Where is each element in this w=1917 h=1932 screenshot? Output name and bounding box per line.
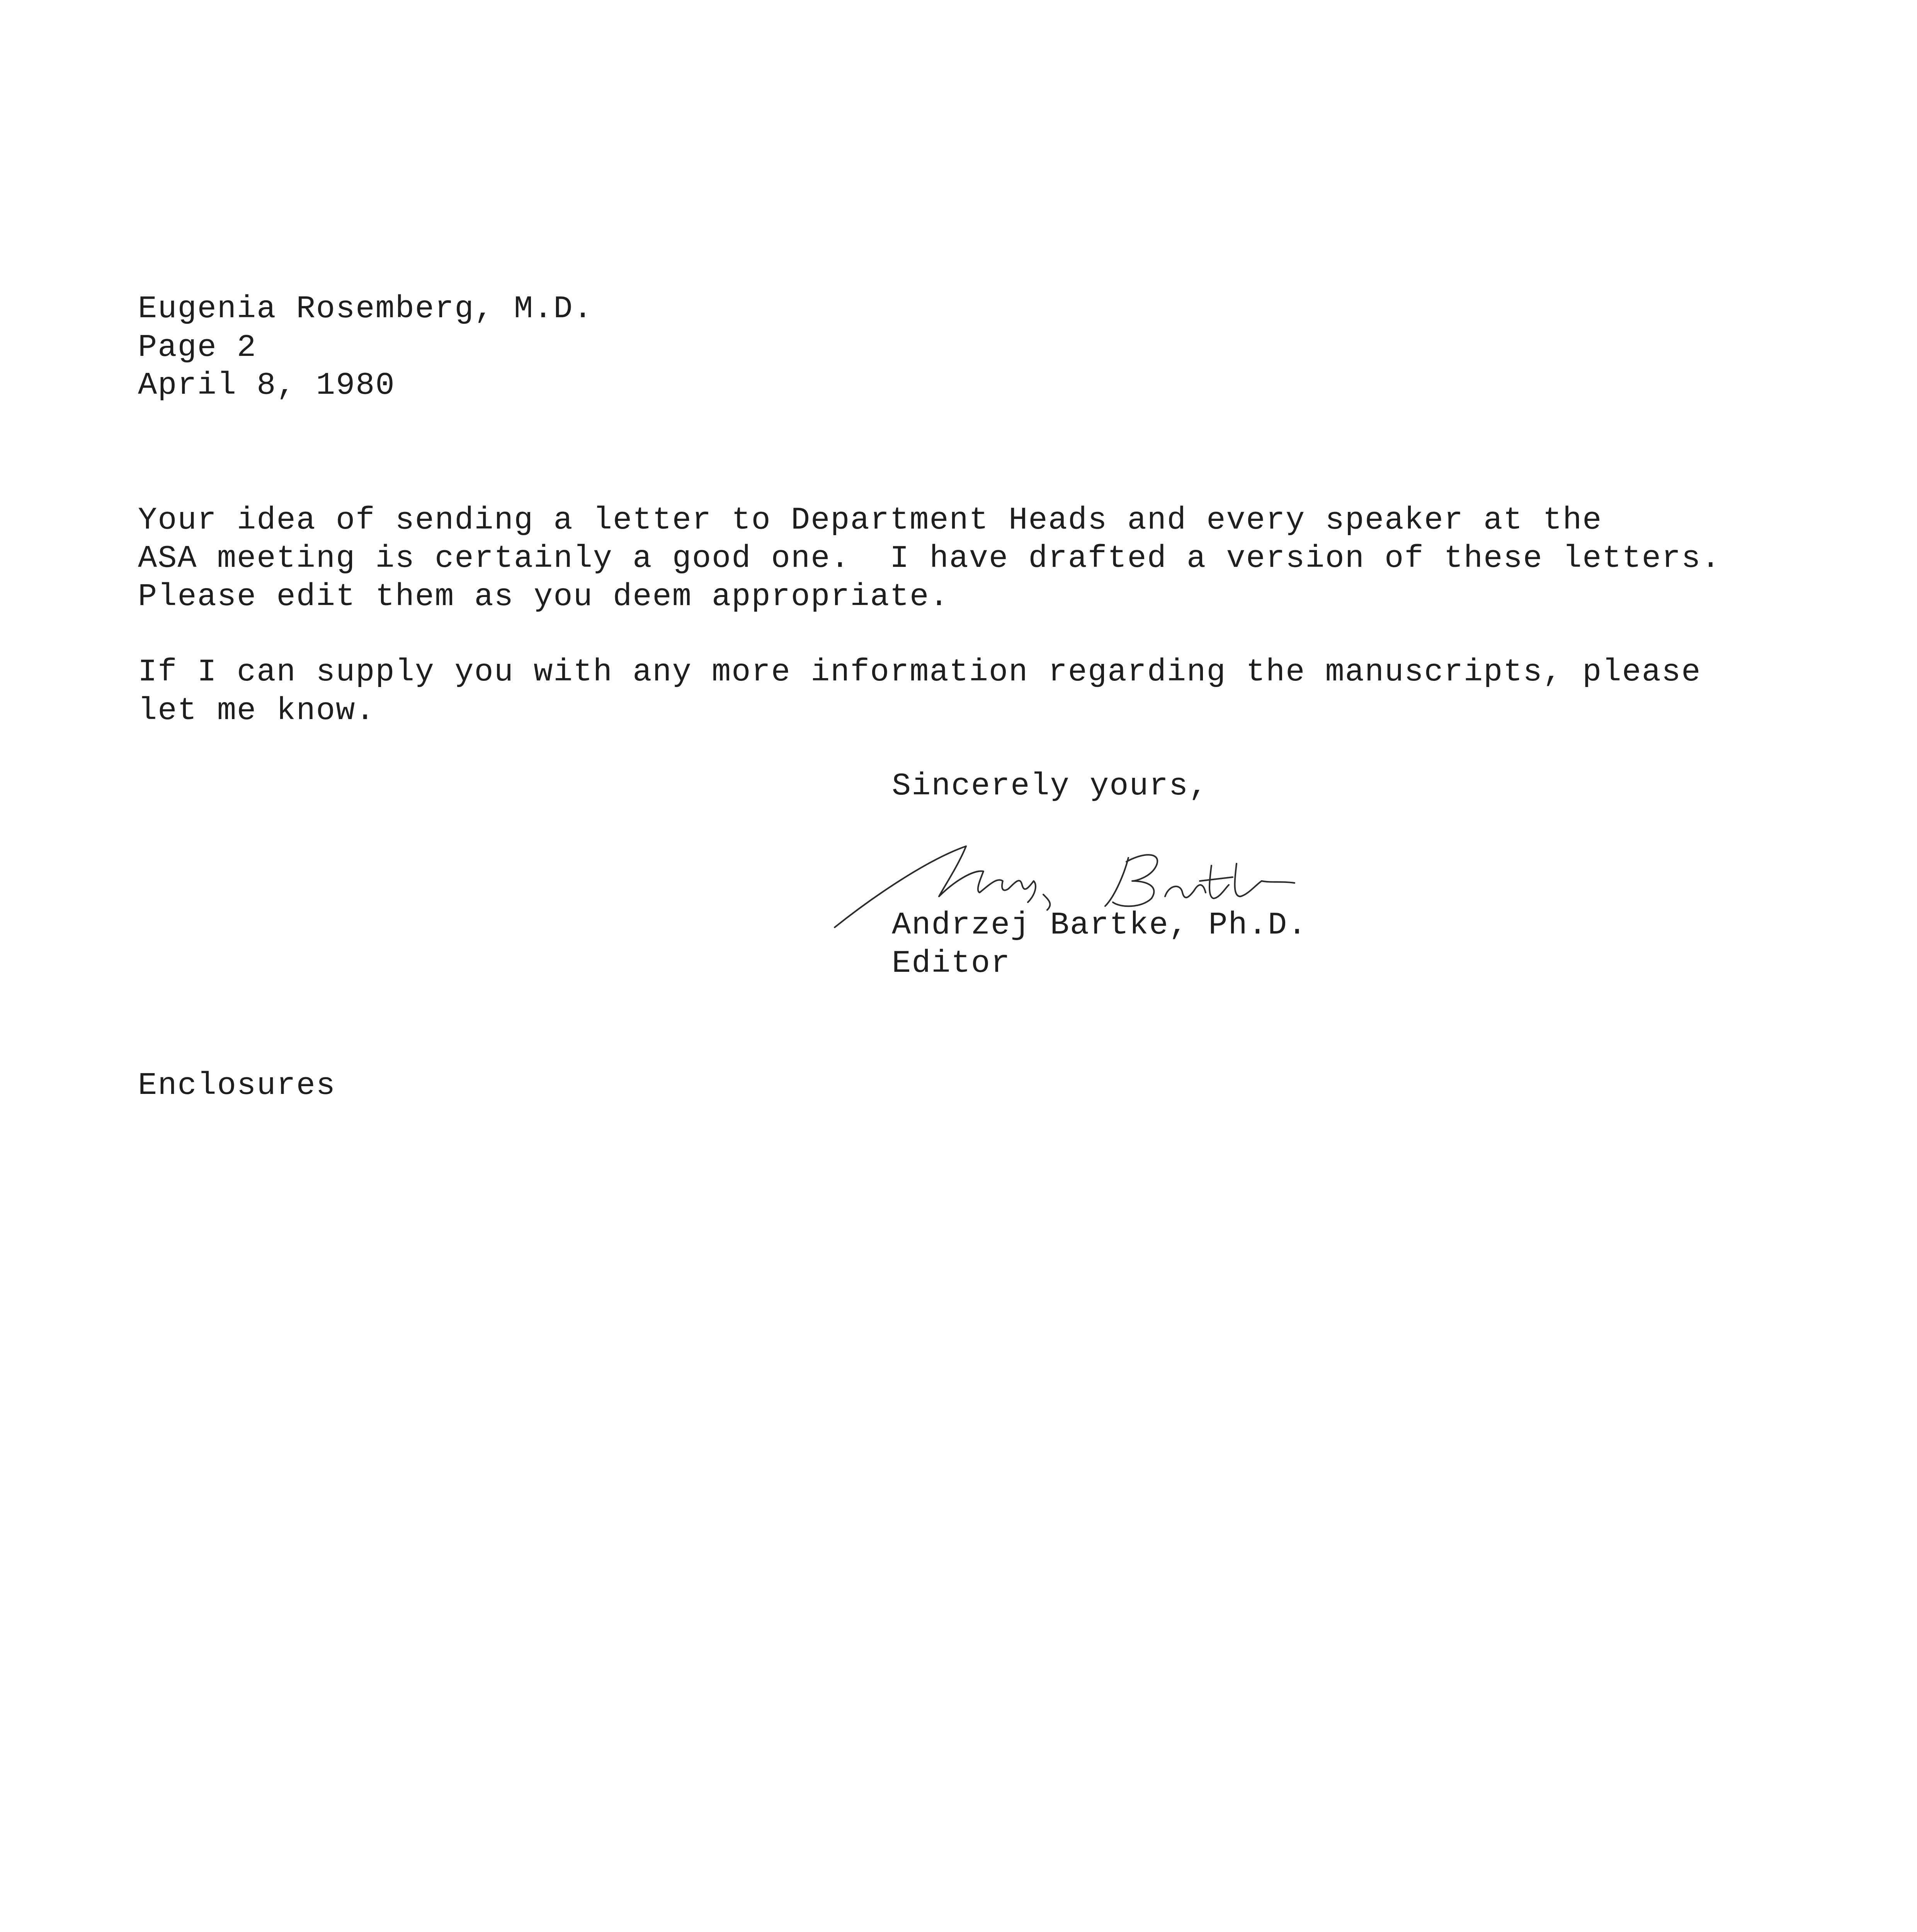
closing-salutation: Sincerely yours, bbox=[892, 768, 1209, 804]
paragraph-2-line-1: If I can supply you with any more information regarding the manuscripts, please bbox=[138, 654, 1701, 690]
recipient-name: Eugenia Rosemberg, M.D. bbox=[138, 291, 593, 327]
paragraph-1-line-1: Your idea of sending a letter to Department Heads and every speaker at the bbox=[138, 502, 1602, 538]
paragraph-2-line-2: let me know. bbox=[138, 693, 376, 729]
paragraph-1-line-2: ASA meeting is certainly a good one. I have drafted a version of these letters. bbox=[138, 541, 1721, 577]
paragraph-1-line-3: Please edit them as you deem appropriate. bbox=[138, 579, 949, 615]
signer-title: Editor bbox=[892, 946, 1011, 981]
enclosures-note: Enclosures bbox=[138, 1068, 336, 1104]
page-number: Page 2 bbox=[138, 330, 257, 366]
signer-name: Andrzej Bartke, Ph.D. bbox=[892, 907, 1308, 943]
letter-date: April 8, 1980 bbox=[138, 367, 395, 403]
